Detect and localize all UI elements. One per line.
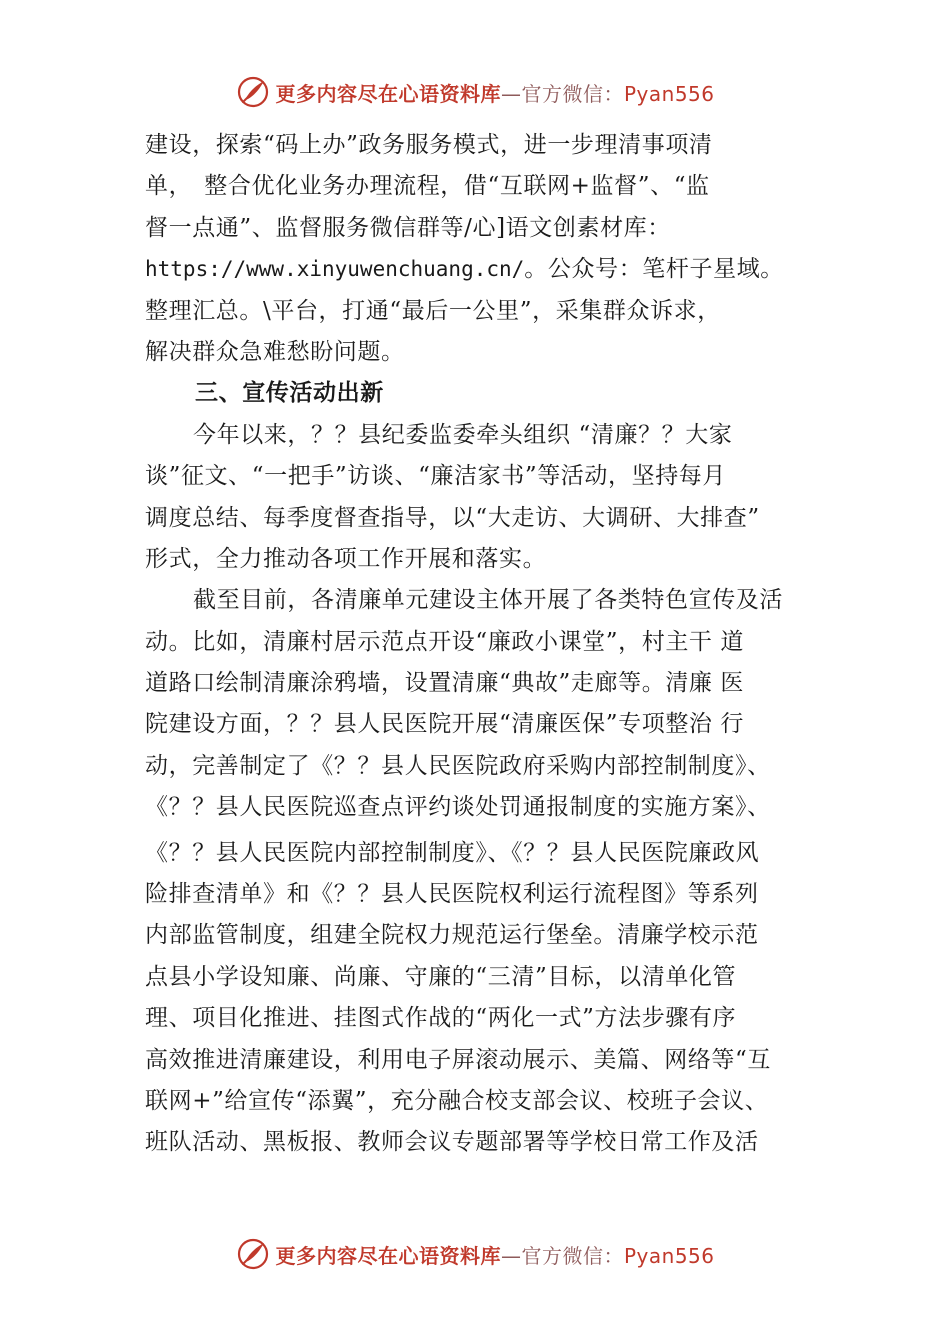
text-line: 截至目前，各清廉单元建设主体开展了各类特色宣传及活 bbox=[193, 587, 783, 614]
text-line: 调度总结、每季度督查指导，以“大走访、大调研、大排查” bbox=[145, 504, 760, 531]
quill-logo-icon bbox=[235, 1236, 271, 1272]
text-line: 《？？县人民医院巡查点评约谈处罚通报制度的实施方案》、 bbox=[145, 794, 771, 821]
text-line: 点县小学设知廉、尚廉、守廉的“三清”目标，以清单化管 bbox=[145, 963, 737, 990]
text-line: 内部监管制度，组建全院权力规范运行堡垒。清廉学校示范 bbox=[145, 922, 759, 949]
footer-watermark-text bbox=[275, 1240, 714, 1269]
text-line: 整理汇总。\平台，打通“最后一公里”，采集群众诉求， bbox=[145, 297, 721, 324]
section-heading: 三、宣传活动出新 bbox=[195, 380, 384, 407]
quill-logo-icon bbox=[235, 74, 271, 110]
text-line: 建设，探索“码上办”政务服务模式，进一步理清事项清 bbox=[145, 132, 713, 158]
text-line: 《？？县人民医院内部控制制度》、《？？县人民医院廉政风 bbox=[145, 839, 760, 866]
document-body bbox=[145, 125, 835, 1164]
header-watermark-text bbox=[275, 78, 714, 107]
text-line: 院建设方面，？？县人民医院开展“清廉医保”专项整治 行 bbox=[145, 711, 745, 738]
text-line: 解决群众急难愁盼问题。 bbox=[145, 338, 405, 365]
header-watermark-id: Pyan556 bbox=[623, 81, 715, 106]
url-trailing-text: 。公众号：笔杆子星域。 bbox=[524, 256, 784, 283]
header-watermark-title: 更多内容尽在心语资料库 bbox=[275, 81, 501, 106]
text-line: 道路口绘制清廉涂鸦墙，设置清廉“典故”走廊等。清廉 医 bbox=[145, 670, 745, 697]
text-line: 理、项目化推进、挂图式作战的“两化一式”方法步骤有序 bbox=[145, 1005, 737, 1032]
text-line: 班队活动、黑板报、教师会议专题部署等学校日常工作及活 bbox=[145, 1129, 759, 1156]
footer-watermark-id: Pyan556 bbox=[623, 1243, 715, 1268]
text-line: 动，完善制定了《？？县人民医院政府采购内部控制制度》、 bbox=[145, 752, 771, 779]
footer-watermark-separator: —官方微信： bbox=[500, 1243, 624, 1268]
text-line: 今年以来，？？县纪委监委牵头组织 “清廉？？大家 bbox=[193, 421, 733, 448]
footer-watermark-banner bbox=[0, 1234, 950, 1274]
url-text: https://www.xinyuwenchuang.cn/ bbox=[145, 257, 525, 282]
text-line: 险排查清单》和《？？县人民医院权利运行流程图》等系列 bbox=[145, 881, 759, 908]
text-line-url bbox=[145, 249, 835, 290]
text-line: 高效推进清廉建设，利用电子屏滚动展示、美篇、网络等“互 bbox=[145, 1046, 771, 1073]
text-line: 联网+”给宣传“添翼”，充分融合校支部会议、校班子会议、 bbox=[145, 1087, 769, 1114]
text-line: 动。比如，清廉村居示范点开设“廉政小课堂”，村主干 道 bbox=[145, 628, 745, 655]
text-line: 督一点通”、监督服务微信群等/心]语文创素材库： bbox=[145, 214, 671, 241]
text-line: 单， 整合优化业务办理流程，借“互联网+监督”、“监 bbox=[145, 173, 710, 200]
footer-watermark-title: 更多内容尽在心语资料库 bbox=[275, 1243, 501, 1268]
text-line: 形式，全力推动各项工作开展和落实。 bbox=[145, 545, 547, 572]
header-watermark-banner bbox=[0, 72, 950, 112]
header-watermark-separator: —官方微信： bbox=[500, 81, 624, 106]
text-line: 谈”征文、“一把手”访谈、“廉洁家书”等活动，坚持每月 bbox=[145, 463, 726, 490]
